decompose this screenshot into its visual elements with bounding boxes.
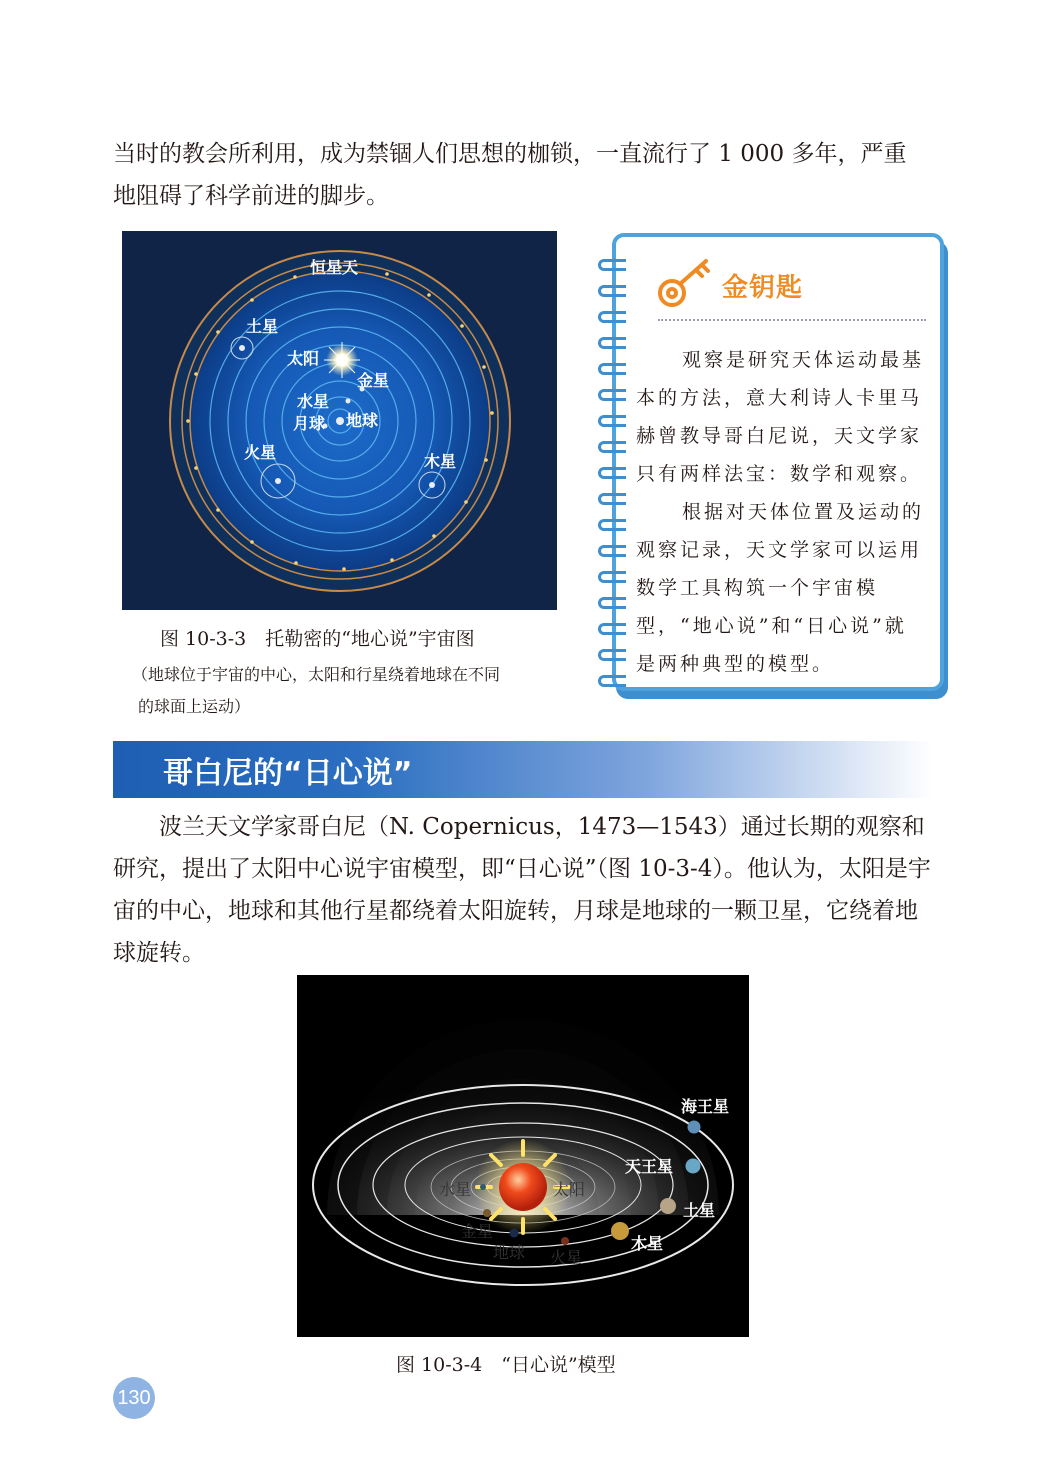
geocentric-figure	[122, 231, 557, 610]
figure-note-10-3-3	[132, 659, 562, 723]
label-jupiter-2: 木星	[631, 1234, 664, 1253]
dotted-divider	[658, 319, 926, 321]
key-paragraph-2: 根据对天体位置及运动的观察记录，天文学家可以运用数学工具构筑一个宇宙模型，“地心说”和“日心说”就是两种典型的模型。	[636, 501, 925, 675]
label-saturn: 土星	[246, 317, 279, 336]
label-mars-2: 火星	[550, 1248, 583, 1267]
label-mars: 火星	[244, 443, 277, 462]
label-venus-2: 金星	[461, 1222, 494, 1241]
golden-key-box	[606, 233, 946, 697]
label-jupiter: 木星	[424, 452, 457, 471]
section-title: 哥白尼的“日心说”	[163, 756, 413, 791]
body-paragraph	[113, 806, 933, 974]
page-number: 130	[113, 1377, 155, 1419]
label-uranus: 天王星	[625, 1157, 674, 1176]
body-text: 波兰天文学家哥白尼（N. Copernicus，1473—1543）通过长期的观察和研究，提出了太阳中心说宇宙模型，即“日心说”（图 10-3-4）。他认为，太阳是宇宙的中心，地球和其他行星都绕着太阳旋转，月球是地球的一颗卫星，它绕着地球旋转。	[113, 814, 931, 966]
figure-caption-10-3-3: 图 10-3-3 托勒密的“地心说”宇宙图	[160, 628, 475, 650]
heliocentric-diagram	[297, 975, 749, 1337]
label-sun-2: 太阳	[553, 1180, 586, 1199]
label-earth-2: 地球	[493, 1243, 526, 1262]
key-paragraph-1: 观察是研究天体运动最基本的方法，意大利诗人卡里马赫曾教导哥白尼说，天文学家只有两样法宝：数学和观察。	[636, 349, 925, 485]
label-sun: 太阳	[287, 349, 320, 368]
figure-note-line-1: （地球位于宇宙的中心，太阳和行星绕着地球在不同	[132, 665, 501, 684]
intro-line-1: 当时的教会所利用，成为禁锢人们思想的枷锁，一直流行了 1 000 多年，严重	[113, 141, 907, 167]
intro-line-2: 地阻碍了科学前进的脚步。	[113, 183, 389, 209]
section-heading-bar	[113, 741, 933, 798]
label-mercury: 水星	[297, 392, 330, 411]
intro-paragraph	[113, 133, 933, 217]
label-venus: 金星	[357, 371, 390, 390]
geocentric-diagram	[122, 231, 557, 610]
figure-caption-10-3-4: 图 10-3-4 “日心说”模型	[396, 1354, 616, 1376]
key-box-text	[636, 341, 928, 683]
label-mercury-2: 水星	[439, 1180, 472, 1199]
heliocentric-figure	[297, 975, 749, 1337]
label-moon: 月球	[293, 414, 326, 433]
label-saturn-2: 土星	[683, 1201, 716, 1220]
figure-note-line-2: 的球面上运动）	[138, 697, 251, 716]
label-earth: 地球	[346, 411, 379, 430]
key-icon	[656, 257, 718, 309]
label-neptune: 海王星	[681, 1097, 730, 1116]
key-box-title: 金钥匙	[722, 273, 804, 303]
label-fixed-stars: 恒星天	[310, 258, 359, 277]
